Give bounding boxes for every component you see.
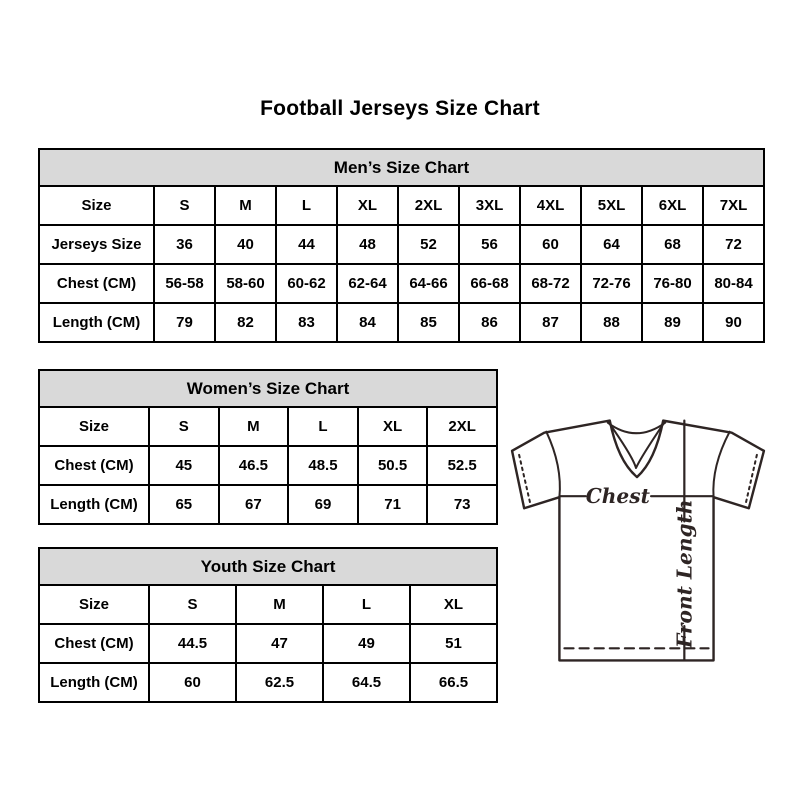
value-cell: 56-58 bbox=[154, 264, 215, 303]
row-label-cell: Chest (CM) bbox=[39, 624, 149, 663]
value-cell: 89 bbox=[642, 303, 703, 342]
value-cell: 66.5 bbox=[410, 663, 497, 702]
youth-size-table bbox=[38, 547, 498, 703]
value-cell: S bbox=[149, 407, 219, 446]
table-row bbox=[39, 264, 764, 303]
value-cell: 68 bbox=[642, 225, 703, 264]
value-cell: 72 bbox=[703, 225, 764, 264]
value-cell: L bbox=[323, 585, 410, 624]
value-cell: L bbox=[276, 186, 337, 225]
row-label-cell: Size bbox=[39, 585, 149, 624]
value-cell: 40 bbox=[215, 225, 276, 264]
value-cell: 5XL bbox=[581, 186, 642, 225]
mens-size-table bbox=[38, 148, 765, 343]
value-cell: 67 bbox=[219, 485, 289, 524]
value-cell: 64-66 bbox=[398, 264, 459, 303]
value-cell: 90 bbox=[703, 303, 764, 342]
value-cell: S bbox=[149, 585, 236, 624]
value-cell: 52.5 bbox=[427, 446, 497, 485]
value-cell: 86 bbox=[459, 303, 520, 342]
table-row bbox=[39, 624, 497, 663]
table-header-row bbox=[39, 370, 497, 407]
value-cell: M bbox=[236, 585, 323, 624]
value-cell: 83 bbox=[276, 303, 337, 342]
value-cell: 68-72 bbox=[520, 264, 581, 303]
row-label-cell: Jerseys Size bbox=[39, 225, 154, 264]
value-cell: XL bbox=[337, 186, 398, 225]
armhole-seam-right bbox=[713, 432, 729, 497]
table-title: Women’s Size Chart bbox=[39, 370, 497, 407]
value-cell: 58-60 bbox=[215, 264, 276, 303]
value-cell: XL bbox=[358, 407, 428, 446]
value-cell: 50.5 bbox=[358, 446, 428, 485]
youth-size-chart bbox=[38, 547, 498, 703]
value-cell: 62-64 bbox=[337, 264, 398, 303]
value-cell: 64.5 bbox=[323, 663, 410, 702]
mens-size-chart bbox=[38, 148, 765, 343]
row-label-cell: Size bbox=[39, 186, 154, 225]
value-cell: 71 bbox=[358, 485, 428, 524]
value-cell: 3XL bbox=[459, 186, 520, 225]
value-cell: 60 bbox=[149, 663, 236, 702]
value-cell: 64 bbox=[581, 225, 642, 264]
jersey-measurement-diagram bbox=[504, 410, 774, 668]
value-cell: M bbox=[215, 186, 276, 225]
value-cell: 62.5 bbox=[236, 663, 323, 702]
value-cell: 82 bbox=[215, 303, 276, 342]
value-cell: 52 bbox=[398, 225, 459, 264]
value-cell: 2XL bbox=[398, 186, 459, 225]
armhole-seam-left bbox=[546, 432, 560, 497]
table-title: Youth Size Chart bbox=[39, 548, 497, 585]
value-cell: 85 bbox=[398, 303, 459, 342]
row-label-cell: Length (CM) bbox=[39, 663, 149, 702]
jersey-outline bbox=[512, 421, 764, 661]
page-title: Football Jerseys Size Chart bbox=[260, 97, 540, 120]
value-cell: 2XL bbox=[427, 407, 497, 446]
value-cell: 45 bbox=[149, 446, 219, 485]
value-cell: 80-84 bbox=[703, 264, 764, 303]
row-label-cell: Length (CM) bbox=[39, 303, 154, 342]
value-cell: 44.5 bbox=[149, 624, 236, 663]
value-cell: 44 bbox=[276, 225, 337, 264]
value-cell: 7XL bbox=[703, 186, 764, 225]
table-row bbox=[39, 446, 497, 485]
table-row bbox=[39, 225, 764, 264]
value-cell: 56 bbox=[459, 225, 520, 264]
value-cell: 4XL bbox=[520, 186, 581, 225]
collar-back-arc bbox=[608, 423, 665, 434]
chest-label: Chest bbox=[585, 484, 650, 509]
value-cell: 60 bbox=[520, 225, 581, 264]
table-row bbox=[39, 585, 497, 624]
womens-size-table bbox=[38, 369, 498, 525]
value-cell: 60-62 bbox=[276, 264, 337, 303]
value-cell: 48.5 bbox=[288, 446, 358, 485]
front-length-label: Front Length bbox=[672, 499, 697, 648]
value-cell: 46.5 bbox=[219, 446, 289, 485]
value-cell: 36 bbox=[154, 225, 215, 264]
table-header-row bbox=[39, 548, 497, 585]
table-row bbox=[39, 186, 764, 225]
value-cell: 48 bbox=[337, 225, 398, 264]
table-row bbox=[39, 303, 764, 342]
row-label-cell: Size bbox=[39, 407, 149, 446]
value-cell: 84 bbox=[337, 303, 398, 342]
row-label-cell: Chest (CM) bbox=[39, 446, 149, 485]
value-cell: 76-80 bbox=[642, 264, 703, 303]
row-label-cell: Length (CM) bbox=[39, 485, 149, 524]
value-cell: 6XL bbox=[642, 186, 703, 225]
row-label-cell: Chest (CM) bbox=[39, 264, 154, 303]
value-cell: 88 bbox=[581, 303, 642, 342]
value-cell: 49 bbox=[323, 624, 410, 663]
value-cell: 79 bbox=[154, 303, 215, 342]
value-cell: 66-68 bbox=[459, 264, 520, 303]
value-cell: XL bbox=[410, 585, 497, 624]
table-row bbox=[39, 663, 497, 702]
value-cell: 87 bbox=[520, 303, 581, 342]
value-cell: 69 bbox=[288, 485, 358, 524]
value-cell: 51 bbox=[410, 624, 497, 663]
value-cell: 47 bbox=[236, 624, 323, 663]
table-title: Men’s Size Chart bbox=[39, 149, 764, 186]
value-cell: S bbox=[154, 186, 215, 225]
table-row bbox=[39, 407, 497, 446]
value-cell: M bbox=[219, 407, 289, 446]
value-cell: 72-76 bbox=[581, 264, 642, 303]
value-cell: 73 bbox=[427, 485, 497, 524]
womens-size-chart bbox=[38, 369, 498, 525]
value-cell: 65 bbox=[149, 485, 219, 524]
table-header-row bbox=[39, 149, 764, 186]
table-row bbox=[39, 485, 497, 524]
value-cell: L bbox=[288, 407, 358, 446]
